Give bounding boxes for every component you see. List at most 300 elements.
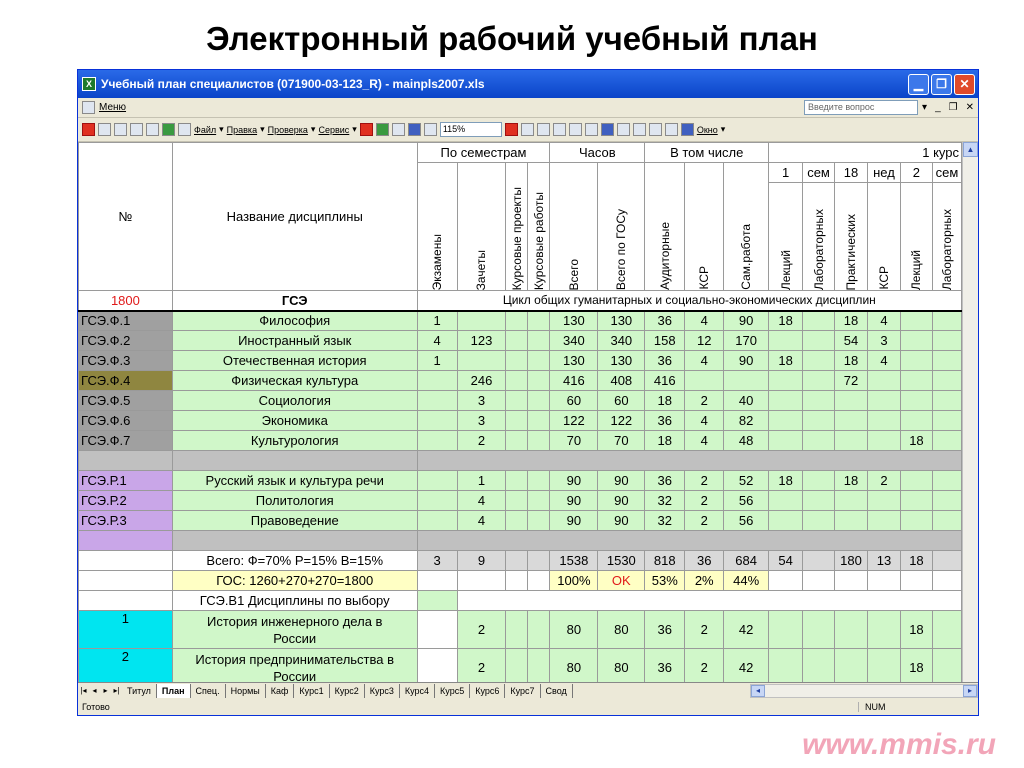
tab-first-icon[interactable]: |◂ [80, 686, 87, 695]
table-cell[interactable] [417, 391, 457, 411]
table-cell[interactable]: OK [598, 571, 645, 591]
table-cell[interactable] [506, 311, 528, 331]
table-cell[interactable]: 13 [867, 551, 900, 571]
table-cell[interactable] [79, 571, 173, 591]
table-cell[interactable]: 130 [598, 311, 645, 331]
table-cell[interactable]: 170 [724, 331, 769, 351]
table-cell[interactable]: 18 [769, 311, 803, 331]
table-cell[interactable]: 80 [550, 649, 598, 683]
menu-check[interactable]: Проверка [267, 124, 308, 135]
table-cell[interactable]: 3 [457, 391, 506, 411]
table-cell[interactable]: 2 [685, 491, 724, 511]
table-cell[interactable] [932, 611, 961, 649]
table-row[interactable] [79, 371, 962, 391]
scroll-up-icon[interactable]: ▲ [963, 142, 978, 157]
sheet-tab[interactable]: Спец. [191, 684, 226, 698]
table-cell[interactable]: 18 [769, 351, 803, 371]
table-cell[interactable] [506, 511, 528, 531]
filter-icon[interactable] [585, 123, 598, 136]
table-cell[interactable] [417, 531, 961, 551]
table-cell[interactable]: 1 [417, 311, 457, 331]
tab-next-icon[interactable]: ▸ [103, 686, 108, 695]
table-cell[interactable]: 122 [550, 411, 598, 431]
table-cell[interactable]: 18 [900, 431, 932, 451]
table-cell[interactable] [506, 551, 528, 571]
table-cell[interactable]: 130 [550, 311, 598, 331]
menu-file[interactable]: Файл [194, 124, 217, 135]
row-name[interactable]: Иностранный язык [172, 331, 417, 351]
table-cell[interactable] [528, 649, 550, 683]
gos-label[interactable]: ГОС: 1260+270+270=1800 [172, 571, 417, 591]
maximize-button[interactable]: ❐ [931, 74, 952, 95]
table-cell[interactable]: 3 [867, 331, 900, 351]
table-cell[interactable] [769, 431, 803, 451]
table-cell[interactable]: 90 [550, 471, 598, 491]
sheet-tab[interactable]: План [157, 684, 191, 698]
table-cell[interactable] [932, 511, 961, 531]
table-row[interactable] [79, 471, 962, 491]
elective-num[interactable]: 1 [79, 611, 173, 649]
elective-name-line1[interactable]: История инженерного дела в [206, 613, 383, 629]
table-cell[interactable] [867, 611, 900, 649]
table-cell[interactable] [506, 649, 528, 683]
table-cell[interactable] [528, 311, 550, 331]
row-name[interactable]: Отечественная история [172, 351, 417, 371]
table-cell[interactable]: 4 [457, 491, 506, 511]
table-cell[interactable]: 2 [457, 649, 506, 683]
row-name[interactable]: Философия [172, 311, 417, 331]
table-cell[interactable] [932, 491, 961, 511]
table-cell[interactable]: 1 [457, 471, 506, 491]
table-cell[interactable]: 2 [457, 611, 506, 649]
elective-num[interactable]: 2 [79, 649, 173, 683]
table-cell[interactable] [769, 491, 803, 511]
table-cell[interactable]: 90 [724, 311, 769, 331]
table-cell[interactable]: 48 [724, 431, 769, 451]
tab-prev-icon[interactable]: ◂ [92, 686, 97, 695]
table-cell[interactable]: 60 [598, 391, 645, 411]
table-cell[interactable] [528, 411, 550, 431]
table-cell[interactable] [528, 371, 550, 391]
table-cell[interactable] [867, 391, 900, 411]
table-row[interactable] [79, 511, 962, 531]
row-code[interactable]: ГСЭ.Ф.5 [79, 391, 173, 411]
table-cell[interactable]: 52 [724, 471, 769, 491]
table-cell[interactable]: 123 [457, 331, 506, 351]
table-cell[interactable]: 60 [550, 391, 598, 411]
table-cell[interactable] [932, 391, 961, 411]
table-cell[interactable]: 18 [645, 431, 685, 451]
table-cell[interactable] [900, 471, 932, 491]
undo-icon[interactable] [649, 123, 662, 136]
table-cell[interactable]: 4 [685, 431, 724, 451]
table-cell[interactable] [932, 331, 961, 351]
table-cell[interactable] [506, 351, 528, 371]
table-cell[interactable] [769, 649, 803, 683]
table-cell[interactable]: 56 [724, 511, 769, 531]
table-cell[interactable] [867, 649, 900, 683]
table-cell[interactable] [900, 371, 932, 391]
table-cell[interactable] [457, 311, 506, 331]
table-cell[interactable]: 70 [598, 431, 645, 451]
table-cell[interactable]: 684 [724, 551, 769, 571]
table-cell[interactable] [803, 331, 835, 351]
elective-title[interactable]: ГСЭ.В1 Дисциплины по выбору [172, 591, 417, 611]
highlight-icon[interactable] [633, 123, 646, 136]
table-cell[interactable] [932, 471, 961, 491]
table-cell[interactable]: 130 [550, 351, 598, 371]
table-cell[interactable]: 2 [685, 511, 724, 531]
table-cell[interactable] [803, 491, 835, 511]
table-cell[interactable] [528, 431, 550, 451]
table-cell[interactable] [900, 511, 932, 531]
table-cell[interactable] [506, 431, 528, 451]
table-cell[interactable]: 246 [457, 371, 506, 391]
table-cell[interactable]: 53% [645, 571, 685, 591]
table-cell[interactable] [900, 311, 932, 331]
close-button[interactable]: ✕ [954, 74, 975, 95]
table-cell[interactable] [528, 351, 550, 371]
table-cell[interactable] [506, 611, 528, 649]
table-cell[interactable] [932, 371, 961, 391]
table-cell[interactable] [506, 491, 528, 511]
arrow-right-icon[interactable] [521, 123, 534, 136]
table-cell[interactable] [506, 331, 528, 351]
sheet-tab[interactable]: Курс4 [400, 684, 435, 698]
table-cell[interactable] [803, 649, 835, 683]
sheet-tab[interactable]: Каф [266, 684, 295, 698]
table-cell[interactable] [506, 471, 528, 491]
table-cell[interactable] [417, 649, 457, 683]
table-cell[interactable]: 4 [685, 411, 724, 431]
table-cell[interactable] [803, 511, 835, 531]
table-icon[interactable] [601, 123, 614, 136]
table-cell[interactable]: 2 [685, 391, 724, 411]
table-cell[interactable] [835, 491, 868, 511]
table-cell[interactable] [932, 411, 961, 431]
table-cell[interactable]: 36 [645, 311, 685, 331]
table-cell[interactable] [528, 511, 550, 531]
table-row[interactable] [79, 351, 962, 371]
doc-minimize-icon[interactable]: _ [935, 102, 941, 113]
elective-name[interactable] [172, 649, 417, 683]
table-cell[interactable]: 90 [598, 491, 645, 511]
table-cell[interactable] [417, 451, 961, 471]
structure-icon[interactable] [146, 123, 159, 136]
table-cell[interactable] [528, 491, 550, 511]
elective-row[interactable] [79, 611, 962, 649]
minimize-button[interactable]: ▁ [908, 74, 929, 95]
table-cell[interactable] [835, 431, 868, 451]
table-cell[interactable]: 416 [550, 371, 598, 391]
table-row[interactable] [79, 331, 962, 351]
row-code[interactable]: ГСЭ.Р.1 [79, 471, 173, 491]
row-name[interactable]: Физическая культура [172, 371, 417, 391]
sheet-tab[interactable]: Свод [541, 684, 573, 698]
doc-close-icon[interactable]: ✕ [965, 102, 974, 113]
table-cell[interactable]: 32 [645, 511, 685, 531]
minus-icon[interactable] [505, 123, 518, 136]
spreadsheet[interactable] [78, 142, 962, 682]
table-cell[interactable] [506, 411, 528, 431]
elective-name-line2[interactable]: России [273, 630, 317, 646]
table-cell[interactable]: 130 [598, 351, 645, 371]
table-cell[interactable] [803, 311, 835, 331]
table-cell[interactable]: 40 [724, 391, 769, 411]
table-cell[interactable]: 32 [645, 491, 685, 511]
table-cell[interactable]: 54 [769, 551, 803, 571]
row-code[interactable]: ГСЭ.Ф.2 [79, 331, 173, 351]
table-cell[interactable] [803, 431, 835, 451]
doc-restore-icon[interactable]: ❐ [948, 102, 958, 113]
table-cell[interactable] [417, 611, 457, 649]
table-cell[interactable]: 818 [645, 551, 685, 571]
sheet-tab[interactable]: Курс6 [470, 684, 505, 698]
section-gse-name[interactable]: ГСЭ [172, 291, 417, 311]
table-cell[interactable] [506, 391, 528, 411]
table-cell[interactable]: 72 [835, 371, 868, 391]
table-cell[interactable] [867, 411, 900, 431]
table-cell[interactable]: 100% [550, 571, 598, 591]
table-cell[interactable] [835, 391, 868, 411]
horizontal-scrollbar[interactable] [750, 684, 978, 698]
table-cell[interactable]: 36 [645, 351, 685, 371]
row-name[interactable]: Политология [172, 491, 417, 511]
table-cell[interactable]: 90 [598, 511, 645, 531]
row-name[interactable]: Правоведение [172, 511, 417, 531]
table-cell[interactable]: 54 [835, 331, 868, 351]
table-cell[interactable]: 4 [867, 311, 900, 331]
table-cell[interactable]: 80 [598, 611, 645, 649]
table-cell[interactable]: 408 [598, 371, 645, 391]
menu-service[interactable]: Сервис [318, 124, 350, 135]
table-cell[interactable]: 18 [645, 391, 685, 411]
table-cell[interactable] [835, 411, 868, 431]
table-row[interactable] [79, 411, 962, 431]
table-cell[interactable] [457, 351, 506, 371]
table-cell[interactable]: 4 [685, 351, 724, 371]
table-cell[interactable]: 4 [457, 511, 506, 531]
table-cell[interactable] [457, 591, 961, 611]
sheet-tab[interactable]: Курс7 [505, 684, 540, 698]
calc-icon[interactable] [162, 123, 175, 136]
table-cell[interactable] [528, 391, 550, 411]
table-cell[interactable]: 1538 [550, 551, 598, 571]
arrow-left-icon[interactable] [537, 123, 550, 136]
save-as-icon[interactable] [114, 123, 127, 136]
table-cell[interactable] [769, 571, 803, 591]
table-cell[interactable] [79, 531, 173, 551]
table-row[interactable] [79, 491, 962, 511]
table-cell[interactable] [803, 391, 835, 411]
table-cell[interactable] [900, 351, 932, 371]
table-cell[interactable] [79, 551, 173, 571]
table-cell[interactable] [769, 331, 803, 351]
section-gse-desc[interactable]: Цикл общих гуманитарных и социально-экономических дисциплин [417, 291, 961, 311]
table-cell[interactable]: 42 [724, 649, 769, 683]
table-cell[interactable] [79, 591, 173, 611]
table-cell[interactable]: 180 [835, 551, 868, 571]
row-code[interactable]: ГСЭ.Ф.6 [79, 411, 173, 431]
table-cell[interactable]: 18 [900, 551, 932, 571]
table-cell[interactable] [900, 491, 932, 511]
table-cell[interactable] [803, 551, 835, 571]
table-cell[interactable] [528, 551, 550, 571]
save-icon[interactable] [98, 123, 111, 136]
table-cell[interactable]: 44% [724, 571, 769, 591]
menu-edit[interactable]: Правка [226, 124, 258, 135]
table-cell[interactable]: 36 [645, 649, 685, 683]
table-cell[interactable]: 9 [457, 551, 506, 571]
table-cell[interactable] [417, 411, 457, 431]
table-cell[interactable] [932, 551, 961, 571]
zoom-select[interactable]: 115% [440, 122, 502, 137]
table-cell[interactable] [835, 511, 868, 531]
table-cell[interactable] [528, 611, 550, 649]
table-cell[interactable]: 82 [724, 411, 769, 431]
table-cell[interactable] [506, 371, 528, 391]
table-cell[interactable] [867, 491, 900, 511]
table-cell[interactable] [932, 311, 961, 331]
table-cell[interactable]: 12 [685, 331, 724, 351]
row-code[interactable]: ГСЭ.Р.3 [79, 511, 173, 531]
table-cell[interactable] [769, 411, 803, 431]
scroll-left-icon[interactable]: ◂ [751, 685, 765, 697]
table-cell[interactable] [417, 371, 457, 391]
table-cell[interactable]: 2 [685, 471, 724, 491]
table-cell[interactable] [172, 531, 417, 551]
table-cell[interactable] [803, 351, 835, 371]
table-cell[interactable]: 18 [769, 471, 803, 491]
table-cell[interactable] [528, 331, 550, 351]
question-dropdown-icon[interactable]: ▾ [922, 102, 928, 113]
table-cell[interactable]: 340 [598, 331, 645, 351]
row-name[interactable]: Экономика [172, 411, 417, 431]
table-cell[interactable] [867, 571, 900, 591]
table-cell[interactable]: 18 [835, 471, 868, 491]
insert-icon[interactable] [376, 123, 389, 136]
table-cell[interactable] [900, 391, 932, 411]
row-name[interactable]: Русский язык и культура речи [172, 471, 417, 491]
table-cell[interactable] [506, 571, 528, 591]
table-cell[interactable] [417, 471, 457, 491]
table-row[interactable] [79, 311, 962, 331]
table-cell[interactable]: 18 [835, 351, 868, 371]
table-cell[interactable] [724, 371, 769, 391]
sheet-tab[interactable]: Титул [122, 684, 157, 698]
table-cell[interactable]: 416 [645, 371, 685, 391]
table-cell[interactable]: 4 [417, 331, 457, 351]
tab-last-icon[interactable]: ▸| [113, 686, 120, 695]
table-cell[interactable]: 70 [550, 431, 598, 451]
row-code[interactable]: ГСЭ.Р.2 [79, 491, 173, 511]
table-cell[interactable] [803, 571, 835, 591]
table-cell[interactable] [900, 331, 932, 351]
table-cell[interactable] [769, 371, 803, 391]
table-cell[interactable] [457, 571, 506, 591]
table-cell[interactable]: 4 [685, 311, 724, 331]
table-cell[interactable]: 1530 [598, 551, 645, 571]
table-cell[interactable] [803, 611, 835, 649]
table-cell[interactable] [867, 371, 900, 391]
table-cell[interactable]: 18 [835, 311, 868, 331]
table-cell[interactable] [932, 649, 961, 683]
table-cell[interactable] [769, 511, 803, 531]
sheet-tab[interactable]: Курс2 [330, 684, 365, 698]
table-cell[interactable] [417, 491, 457, 511]
table-cell[interactable]: 3 [417, 551, 457, 571]
table-row[interactable] [79, 431, 962, 451]
section-gse-code[interactable]: 1800 [79, 291, 173, 311]
table-cell[interactable]: 90 [598, 471, 645, 491]
table-cell[interactable]: 36 [645, 611, 685, 649]
table-cell[interactable]: 122 [598, 411, 645, 431]
table-cell[interactable]: 2 [867, 471, 900, 491]
blue-square-icon[interactable] [408, 123, 421, 136]
row-code[interactable]: ГСЭ.Ф.7 [79, 431, 173, 451]
vertical-scrollbar[interactable] [962, 142, 978, 682]
row-name[interactable]: Культурология [172, 431, 417, 451]
table-cell[interactable] [835, 649, 868, 683]
title-bar[interactable] [78, 70, 978, 98]
table-cell[interactable] [803, 371, 835, 391]
color-icon[interactable] [681, 123, 694, 136]
table-cell[interactable]: 56 [724, 491, 769, 511]
elective-name-line2[interactable]: России [273, 668, 317, 682]
nav2-icon[interactable] [569, 123, 582, 136]
table-cell[interactable]: 90 [724, 351, 769, 371]
nav-icon[interactable] [553, 123, 566, 136]
row-code[interactable]: ГСЭ.Ф.1 [79, 311, 173, 331]
row-code[interactable]: ГСЭ.Ф.4 [79, 371, 173, 391]
sheet-icon[interactable] [392, 123, 405, 136]
table-cell[interactable] [685, 371, 724, 391]
table-cell[interactable]: 80 [550, 611, 598, 649]
table-cell[interactable] [803, 411, 835, 431]
table-cell[interactable]: 90 [550, 491, 598, 511]
sheet-tab[interactable]: Нормы [226, 684, 266, 698]
scroll-right-icon[interactable]: ▸ [963, 685, 977, 697]
elective-name[interactable] [172, 611, 417, 649]
table-cell[interactable]: 2 [685, 611, 724, 649]
row-code[interactable]: ГСЭ.Ф.3 [79, 351, 173, 371]
help-icon[interactable] [424, 123, 437, 136]
menu-item[interactable]: Меню [99, 102, 127, 113]
table-cell[interactable]: 42 [724, 611, 769, 649]
table-cell[interactable] [769, 611, 803, 649]
table-cell[interactable] [769, 391, 803, 411]
table-cell[interactable]: 36 [685, 551, 724, 571]
table-row[interactable] [79, 391, 962, 411]
table-cell[interactable] [417, 591, 457, 611]
table-cell[interactable]: 18 [900, 611, 932, 649]
table-cell[interactable] [417, 431, 457, 451]
table-cell[interactable]: 4 [867, 351, 900, 371]
table-cell[interactable] [867, 431, 900, 451]
row-name[interactable]: Социология [172, 391, 417, 411]
table-cell[interactable] [932, 571, 961, 591]
table-cell[interactable]: 2% [685, 571, 724, 591]
table-cell[interactable]: 158 [645, 331, 685, 351]
table-cell[interactable] [835, 571, 868, 591]
sheet-tab[interactable]: Курс1 [294, 684, 329, 698]
table-cell[interactable]: 36 [645, 411, 685, 431]
table-cell[interactable]: 2 [457, 431, 506, 451]
table-cell[interactable] [417, 511, 457, 531]
table-cell[interactable] [900, 411, 932, 431]
elective-row[interactable] [79, 649, 962, 683]
table-cell[interactable] [900, 571, 932, 591]
